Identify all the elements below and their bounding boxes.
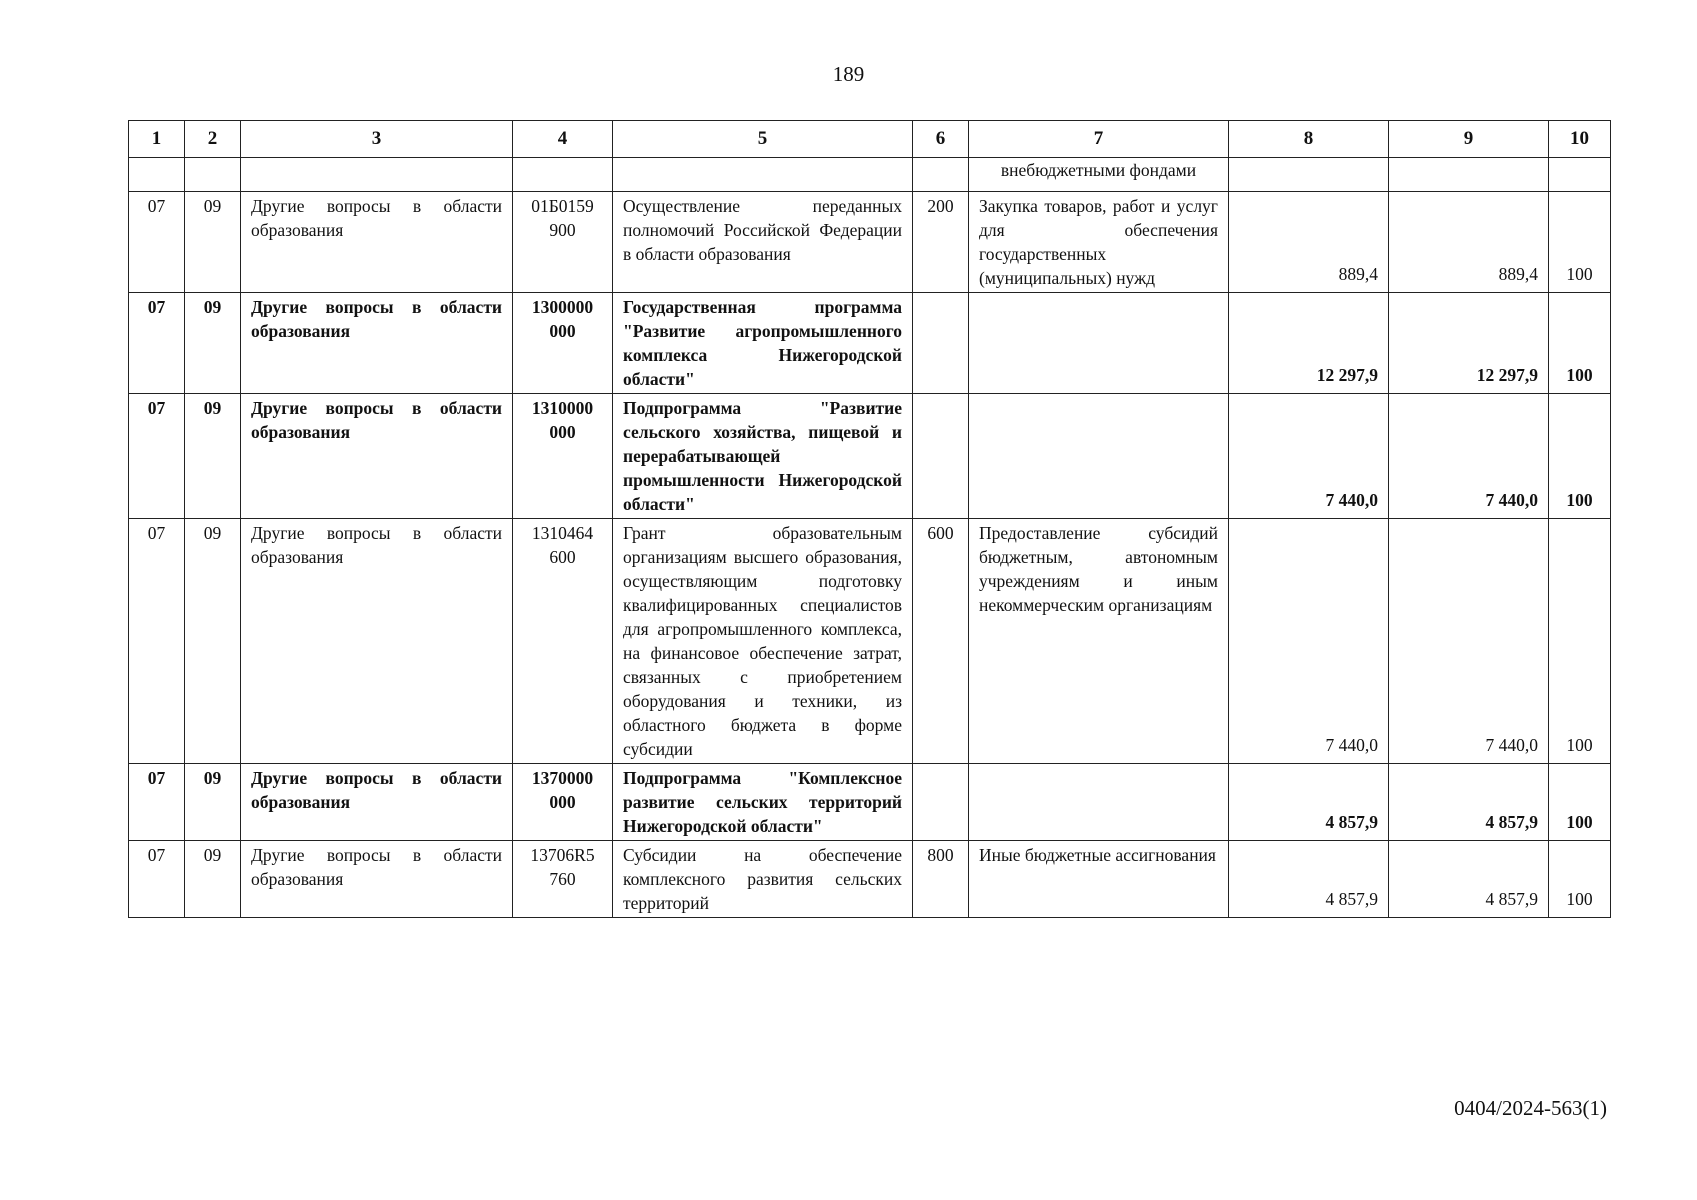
amount-plan-cell: 4 857,9 xyxy=(1229,841,1389,918)
amount-fact-cell: 4 857,9 xyxy=(1389,764,1549,841)
code-cell: 1310464 600 xyxy=(513,519,613,764)
percent-cell: 100 xyxy=(1549,764,1611,841)
column-header: 8 xyxy=(1229,121,1389,158)
section-cell: 07 xyxy=(129,764,185,841)
column-header: 5 xyxy=(613,121,913,158)
type-code-cell xyxy=(913,394,969,519)
code-cell: 13706R5 760 xyxy=(513,841,613,918)
table-row xyxy=(129,764,1611,841)
amount-plan-cell: 4 857,9 xyxy=(1229,764,1389,841)
type-name-cell: Иные бюджетные ассигнования xyxy=(969,841,1229,918)
type-name-cell xyxy=(969,293,1229,394)
amount-fact-cell: 7 440,0 xyxy=(1389,394,1549,519)
name-cell: Государственная программа "Развитие агропромышленного комплекса Нижегородской области" xyxy=(613,293,913,394)
percent-cell: 100 xyxy=(1549,394,1611,519)
section-cell: 07 xyxy=(129,192,185,293)
subsection-cell: 09 xyxy=(185,519,241,764)
budget-table xyxy=(128,120,1611,918)
table-row xyxy=(129,519,1611,764)
subsection-cell: 09 xyxy=(185,293,241,394)
type-code-cell xyxy=(913,764,969,841)
table-row xyxy=(129,841,1611,918)
percent-cell: 100 xyxy=(1549,841,1611,918)
column-header: 3 xyxy=(241,121,513,158)
type-code-cell: 600 xyxy=(913,519,969,764)
column-header: 7 xyxy=(969,121,1229,158)
topic-cell: Другие вопросы в области образования xyxy=(241,394,513,519)
topic-cell: Другие вопросы в области образования xyxy=(241,519,513,764)
topic-cell: Другие вопросы в области образования xyxy=(241,841,513,918)
name-cell: Подпрограмма "Комплексное развитие сельских территорий Нижегородской области" xyxy=(613,764,913,841)
document-id: 0404/2024-563(1) xyxy=(1454,1096,1607,1120)
type-code-cell xyxy=(913,293,969,394)
amount-fact-cell: 4 857,9 xyxy=(1389,841,1549,918)
topic-cell: Другие вопросы в области образования xyxy=(241,192,513,293)
table-row xyxy=(129,192,1611,293)
subsection-cell: 09 xyxy=(185,764,241,841)
type-name-cell xyxy=(969,394,1229,519)
header-row xyxy=(129,121,1611,158)
code-cell: 1300000 000 xyxy=(513,293,613,394)
section-cell: 07 xyxy=(129,841,185,918)
percent-cell: 100 xyxy=(1549,293,1611,394)
column-header: 2 xyxy=(185,121,241,158)
amount-plan-cell: 7 440,0 xyxy=(1229,394,1389,519)
code-cell: 1310000 000 xyxy=(513,394,613,519)
type-name-cell: Закупка товаров, работ и услуг для обеспечения государственных (муниципальных) нужд xyxy=(969,192,1229,293)
column-header: 10 xyxy=(1549,121,1611,158)
name-cell: Субсидии на обеспечение комплексного развития сельских территорий xyxy=(613,841,913,918)
continuation-text: внебюджетными фондами xyxy=(969,158,1229,192)
subsection-cell: 09 xyxy=(185,841,241,918)
topic-cell: Другие вопросы в области образования xyxy=(241,764,513,841)
type-name-cell xyxy=(969,764,1229,841)
continuation-row xyxy=(129,158,1611,192)
section-cell: 07 xyxy=(129,293,185,394)
amount-fact-cell: 889,4 xyxy=(1389,192,1549,293)
code-cell: 1370000 000 xyxy=(513,764,613,841)
amount-fact-cell: 7 440,0 xyxy=(1389,519,1549,764)
section-cell: 07 xyxy=(129,394,185,519)
table-row xyxy=(129,293,1611,394)
name-cell: Осуществление переданных полномочий Российской Федерации в области образования xyxy=(613,192,913,293)
type-code-cell: 200 xyxy=(913,192,969,293)
amount-plan-cell: 889,4 xyxy=(1229,192,1389,293)
percent-cell: 100 xyxy=(1549,192,1611,293)
column-header: 4 xyxy=(513,121,613,158)
section-cell: 07 xyxy=(129,519,185,764)
percent-cell: 100 xyxy=(1549,519,1611,764)
name-cell: Грант образовательным организациям высшего образования, осуществляющим подготовку квалифицированных специалистов для агропромышленного комплекса, на финансовое обеспечение затрат, связанных с приобретением оборудования и техники, из областного бюджета в форме субсидии xyxy=(613,519,913,764)
amount-fact-cell: 12 297,9 xyxy=(1389,293,1549,394)
amount-plan-cell: 12 297,9 xyxy=(1229,293,1389,394)
amount-plan-cell: 7 440,0 xyxy=(1229,519,1389,764)
column-header: 1 xyxy=(129,121,185,158)
type-name-cell: Предоставление субсидий бюджетным, автономным учреждениям и иным некоммерческим организациям xyxy=(969,519,1229,764)
page-number: 189 xyxy=(832,62,865,86)
column-header: 9 xyxy=(1389,121,1549,158)
topic-cell: Другие вопросы в области образования xyxy=(241,293,513,394)
subsection-cell: 09 xyxy=(185,192,241,293)
column-header: 6 xyxy=(913,121,969,158)
code-cell: 01Б0159 900 xyxy=(513,192,613,293)
table-row xyxy=(129,394,1611,519)
name-cell: Подпрограмма "Развитие сельского хозяйства, пищевой и перерабатывающей промышленности Нижегородской области" xyxy=(613,394,913,519)
type-code-cell: 800 xyxy=(913,841,969,918)
subsection-cell: 09 xyxy=(185,394,241,519)
